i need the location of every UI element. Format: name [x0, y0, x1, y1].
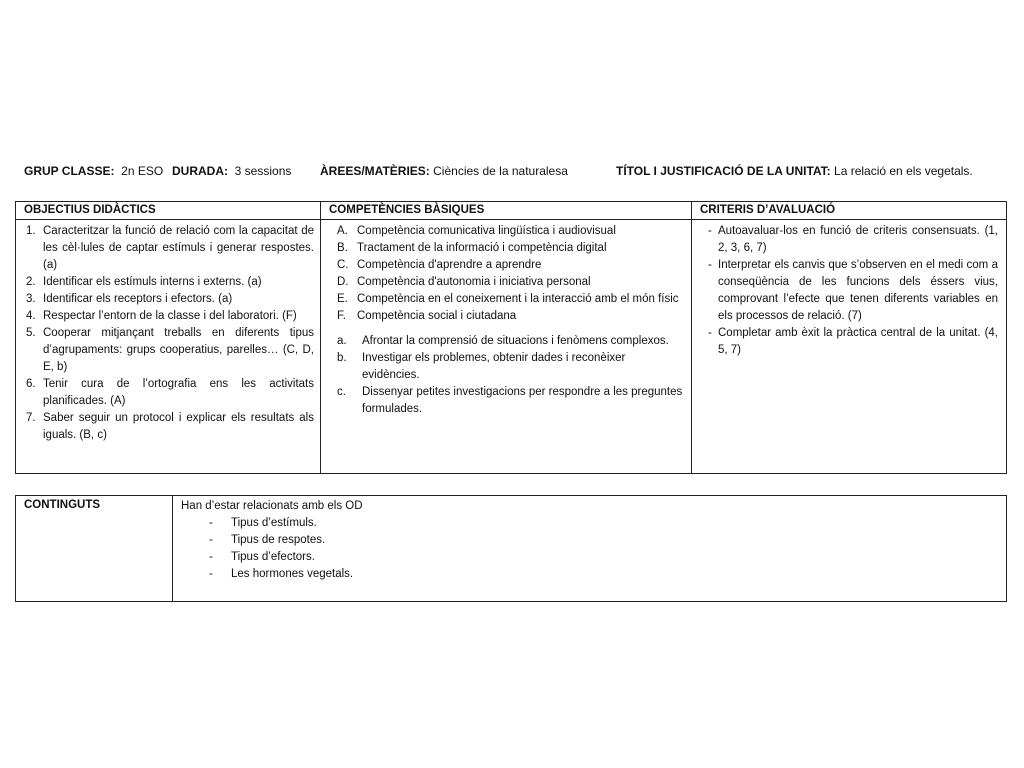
competence-item-marker: B.	[337, 242, 348, 254]
objective-item-text: Respectar l’entorn de la classe i del laboratori. (F)	[43, 310, 297, 322]
content-item-marker: -	[209, 551, 213, 563]
content-item-text: Tipus d’efectors.	[231, 551, 315, 563]
objective-item-marker: 5.	[26, 327, 36, 339]
objectives-table	[15, 201, 1007, 474]
document-header	[24, 164, 1004, 180]
content-item	[181, 532, 1006, 549]
competence-sub-item-text: Investigar els problemes, obtenir dades i reconèixer evidències.	[362, 352, 626, 381]
header-criteria: CRITERIS D’AVALUACIÓ	[692, 202, 1007, 220]
criterion-item-marker: -	[708, 225, 712, 237]
group-value: 2n ESO	[121, 164, 164, 178]
objective-item-marker: 4.	[26, 310, 36, 322]
contents-intro: Han d’estar relacionats amb els OD	[181, 500, 363, 512]
group-label: GRUP CLASSE:	[24, 164, 115, 178]
objective-item-text: Cooperar mitjançant treballs en diferents tipus d’agrupaments: grups cooperatius, parelles… (C, D, E, b)	[43, 327, 314, 373]
objective-item	[16, 376, 320, 410]
objective-item-text: Tenir cura de l’ortografia ens les activitats planificades. (A)	[43, 378, 314, 407]
objective-item-text: Caracteritzar la funció de relació com la capacitat de les cèl·lules de captar estímuls i generar respostes. (a)	[43, 225, 314, 271]
areas-field	[320, 164, 568, 178]
objective-item	[16, 223, 320, 274]
content-item-marker: -	[209, 517, 213, 529]
competence-item-marker: A.	[337, 225, 348, 237]
competence-item-marker: D.	[337, 276, 349, 288]
criterion-item-text: Completar amb èxit la pràctica central de la unitat. (4, 5, 7)	[718, 327, 998, 356]
criteria-cell	[692, 220, 1007, 474]
competence-item	[321, 274, 691, 291]
contents-row	[16, 496, 1007, 602]
objective-item-text: Saber seguir un protocol i explicar els resultats als iguals. (B, c)	[43, 412, 314, 441]
competence-sub-item	[321, 333, 691, 350]
duration-label: DURADA:	[172, 164, 228, 178]
competence-sub-item-marker: c.	[337, 386, 346, 398]
contents-table	[15, 495, 1007, 602]
competence-sub-item	[321, 350, 691, 384]
objective-item	[16, 291, 320, 308]
content-item	[181, 549, 1006, 566]
criterion-item-text: Interpretar els canvis que s’observen en el medi com a conseqüència de les funcions dels éssers vius, comprovant l’efecte que tenen diferents variables en els processos de relació. (7)	[718, 259, 998, 322]
criterion-item-marker: -	[708, 327, 712, 339]
competence-sub-item-text: Dissenyar petites investigacions per respondre a les preguntes formulades.	[362, 386, 683, 415]
content-item	[181, 515, 1006, 532]
objective-item-text: Identificar els estímuls interns i externs. (a)	[43, 276, 262, 288]
competences-list	[321, 223, 691, 325]
competence-item	[321, 257, 691, 274]
content-item-text: Les hormones vegetals.	[231, 568, 354, 580]
objective-item	[16, 410, 320, 444]
competence-sub-item-text: Afrontar la comprensió de situacions i fenòmens complexos.	[362, 335, 669, 347]
content-item-text: Tipus de respotes.	[231, 534, 326, 546]
areas-value: Ciències de la naturalesa	[433, 164, 568, 178]
objective-item-marker: 1.	[26, 225, 36, 237]
objective-item-marker: 6.	[26, 378, 36, 390]
header-competences: COMPETÈNCIES BÀSIQUES	[321, 202, 692, 220]
content-item	[181, 566, 1006, 583]
criterion-item-marker: -	[708, 259, 712, 271]
header-objectives: OBJECTIUS DIDÀCTICS	[16, 202, 321, 220]
objective-item	[16, 325, 320, 376]
group-field	[24, 164, 163, 178]
content-item-marker: -	[209, 534, 213, 546]
competence-sub-item-marker: b.	[337, 352, 347, 364]
objective-item-marker: 3.	[26, 293, 36, 305]
competence-item-text: Competència social i ciutadana	[357, 310, 517, 322]
contents-label: CONTINGUTS	[16, 496, 173, 602]
objective-item	[16, 308, 320, 325]
criterion-item	[692, 325, 1006, 359]
competence-item-marker: C.	[337, 259, 349, 271]
title-field	[616, 164, 973, 178]
duration-value: 3 sessions	[234, 164, 292, 178]
competence-item	[321, 240, 691, 257]
contents-list	[181, 515, 1006, 583]
criterion-item	[692, 257, 1006, 325]
objectives-table-header-row	[16, 202, 1007, 220]
competence-item-marker: E.	[337, 293, 348, 305]
competence-item-text: Competència d'aprendre a aprendre	[357, 259, 542, 271]
objectives-cell	[16, 220, 321, 474]
contents-cell	[173, 496, 1007, 602]
competence-item-text: Competència d'autonomia i iniciativa personal	[357, 276, 591, 288]
title-label: TÍTOL I JUSTIFICACIÓ DE LA UNITAT:	[616, 164, 831, 178]
competence-item	[321, 291, 691, 308]
duration-field	[172, 164, 291, 178]
objective-item-text: Identificar els receptors i efectors. (a)	[43, 293, 233, 305]
competences-sub-list	[321, 333, 691, 418]
title-value: La relació en els vegetals.	[834, 164, 973, 178]
competence-item-text: Competència en el coneixement i la interacció amb el món físic	[357, 293, 679, 305]
competence-item-marker: F.	[337, 310, 346, 322]
competence-sub-item-marker: a.	[337, 335, 347, 347]
objective-item-marker: 7.	[26, 412, 36, 424]
content-item-marker: -	[209, 568, 213, 580]
competence-item-text: Competència comunicativa lingüística i audiovisual	[357, 225, 616, 237]
areas-label: ÀREES/MATÈRIES:	[320, 164, 430, 178]
objective-item	[16, 274, 320, 291]
criterion-item-text: Autoavaluar-los en funció de criteris consensuats. (1, 2, 3, 6, 7)	[718, 225, 998, 254]
competence-item	[321, 308, 691, 325]
competence-item-text: Tractament de la informació i competència digital	[357, 242, 607, 254]
objectives-table-body-row	[16, 220, 1007, 474]
content-item-text: Tipus d’estímuls.	[231, 517, 317, 529]
criteria-list	[692, 223, 1006, 359]
objective-item-marker: 2.	[26, 276, 36, 288]
criterion-item	[692, 223, 1006, 257]
competences-cell	[321, 220, 692, 474]
objectives-list	[16, 223, 320, 444]
competence-sub-item	[321, 384, 691, 418]
competence-item	[321, 223, 691, 240]
